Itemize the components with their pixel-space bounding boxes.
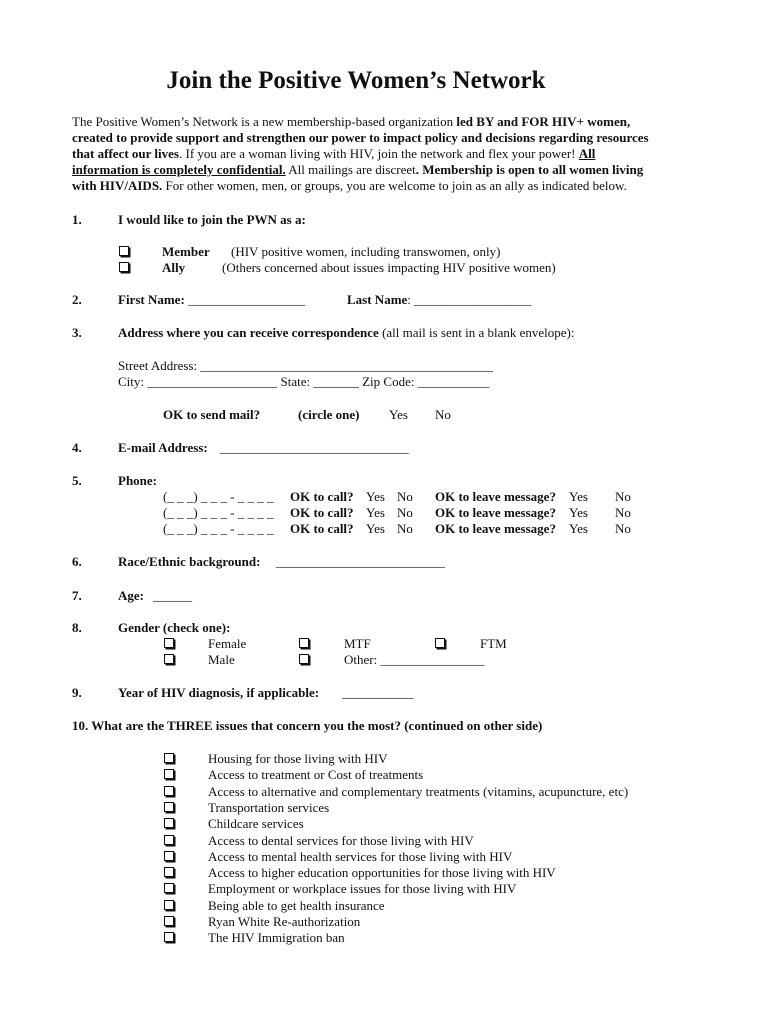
intro-text: For other women, men, or groups, you are welcome to join as an ally as indicated below. <box>162 178 627 193</box>
q8-number: 8. <box>72 620 82 635</box>
message-no-option[interactable]: No <box>615 521 631 536</box>
ok-mail-label: OK to send mail? <box>163 407 261 422</box>
q5-number: 5. <box>72 473 82 488</box>
issue-label: Access to dental services for those living with HIV <box>208 832 474 848</box>
mail-yes-option[interactable]: Yes <box>389 407 408 422</box>
message-yes-option[interactable]: Yes <box>569 521 588 536</box>
female-checkbox[interactable] <box>164 636 178 652</box>
ok-message-label: OK to leave message? <box>435 505 556 520</box>
ally-label: Ally <box>162 260 186 275</box>
address-label: Address where you can receive correspondence <box>118 325 379 340</box>
male-label: Male <box>208 652 235 667</box>
issue-checkbox[interactable] <box>164 800 178 816</box>
q7-number: 7. <box>72 588 82 603</box>
q10-label: 10. What are the THREE issues that concern you the most? (continued on other side) <box>72 718 543 733</box>
issue-label: Transportation services <box>208 799 330 815</box>
phone-field-1[interactable]: (_ _ _) _ _ _ - _ _ _ _ <box>163 489 274 504</box>
issue-checkbox[interactable] <box>164 898 178 914</box>
city-state-zip-field[interactable]: City: ____________________ State: _______ Zip Code: ___________ <box>118 374 490 389</box>
last-name-label: Last Name <box>347 292 408 307</box>
message-no-option[interactable]: No <box>615 489 631 504</box>
q4-number: 4. <box>72 440 82 455</box>
ally-desc: (Others concerned about issues impacting HIV positive women) <box>222 260 556 275</box>
age-field[interactable]: ______ <box>153 588 192 603</box>
q9-number: 9. <box>72 685 82 700</box>
intro-emphasis: All <box>578 146 596 161</box>
message-no-option[interactable]: No <box>615 505 631 520</box>
ok-call-label: OK to call? <box>290 521 354 536</box>
first-name-field[interactable] <box>118 292 305 308</box>
q2-number: 2. <box>72 292 82 307</box>
member-label: Member <box>162 244 210 259</box>
mtf-label: MTF <box>344 636 371 651</box>
page-title: Join the Positive Women’s Network <box>166 67 546 94</box>
issue-label: Ryan White Re-authorization <box>208 914 361 929</box>
first-name-label: First Name: <box>118 292 185 307</box>
street-address-field[interactable]: Street Address: _____________________________________________ <box>118 358 493 373</box>
issue-checkbox[interactable] <box>164 751 178 767</box>
call-no-option[interactable]: No <box>397 521 413 536</box>
issue-checkbox[interactable] <box>164 849 178 865</box>
intro-emphasis: led BY and FOR HIV+ women, <box>456 114 631 129</box>
issue-label: Access to mental health services for those living with HIV <box>208 848 513 864</box>
address-heading <box>118 325 574 341</box>
intro-line-4 <box>72 162 643 178</box>
race-field[interactable]: __________________________ <box>276 554 445 569</box>
intro-line-2: created to provide support and strengthen our power to impact policy and decisions regarding resources <box>72 130 649 145</box>
member-checkbox[interactable] <box>119 244 133 260</box>
intro-emphasis: information is completely confidential. <box>72 162 286 177</box>
mtf-checkbox[interactable] <box>299 636 313 652</box>
email-label: E-mail Address: <box>118 440 208 455</box>
intro-emphasis: with HIV/AIDS. <box>72 178 163 193</box>
race-label: Race/Ethnic background: <box>118 554 261 569</box>
last-name-field[interactable] <box>347 292 531 308</box>
message-yes-option[interactable]: Yes <box>569 489 588 504</box>
address-note: (all mail is sent in a blank envelope): <box>378 325 575 340</box>
circle-one-label: (circle one) <box>298 407 360 422</box>
q3-number: 3. <box>72 325 82 340</box>
issue-label: Access to higher education opportunities for those living with HIV <box>208 865 556 881</box>
intro-line-1 <box>72 114 630 130</box>
phone-field-2[interactable]: (_ _ _) _ _ _ - _ _ _ _ <box>163 505 274 520</box>
other-field[interactable]: Other: ________________ <box>344 652 485 667</box>
ok-call-label: OK to call? <box>290 489 354 504</box>
mail-no-option[interactable]: No <box>435 407 451 422</box>
issue-checkbox[interactable] <box>164 881 178 897</box>
intro-emphasis: . Membership is open to all women living <box>415 162 644 177</box>
issue-checkbox[interactable] <box>164 833 178 849</box>
call-yes-option[interactable]: Yes <box>366 489 385 504</box>
diagnosis-year-field[interactable]: ___________ <box>342 685 414 700</box>
issue-label: The HIV Immigration ban <box>208 930 345 946</box>
ftm-checkbox[interactable] <box>435 636 449 652</box>
message-yes-option[interactable]: Yes <box>569 505 588 520</box>
intro-text: All mailings are discreet <box>285 162 416 177</box>
ok-call-label: OK to call? <box>290 505 354 520</box>
issue-checkbox[interactable] <box>164 816 178 832</box>
gender-label: Gender (check one): <box>118 620 231 635</box>
issue-checkbox[interactable] <box>164 914 178 930</box>
issue-label: Childcare services <box>208 816 304 832</box>
phone-label: Phone: <box>118 473 157 488</box>
male-checkbox[interactable] <box>164 652 178 668</box>
ok-message-label: OK to leave message? <box>435 521 556 536</box>
q1-number: 1. <box>72 212 82 227</box>
ally-checkbox[interactable] <box>119 260 133 276</box>
issue-label: Housing for those living with HIV <box>208 751 388 766</box>
ftm-label: FTM <box>480 636 507 651</box>
call-no-option[interactable]: No <box>397 489 413 504</box>
diagnosis-year-label: Year of HIV diagnosis, if applicable: <box>118 685 320 700</box>
call-yes-option[interactable]: Yes <box>366 505 385 520</box>
issue-label: Employment or workplace issues for those living with HIV <box>208 881 517 897</box>
intro-line-5 <box>72 178 627 194</box>
issue-checkbox[interactable] <box>164 930 178 946</box>
other-checkbox[interactable] <box>299 652 313 668</box>
issue-checkbox[interactable] <box>164 784 178 800</box>
issue-checkbox[interactable] <box>164 865 178 881</box>
last-name-line[interactable]: : __________________ <box>407 292 532 307</box>
q1-label: I would like to join the PWN as a: <box>118 212 306 227</box>
ok-message-label: OK to leave message? <box>435 489 556 504</box>
issue-label: Access to treatment or Cost of treatments <box>208 767 424 783</box>
intro-text: . If you are a woman living with HIV, join the network and flex your power! <box>178 146 579 161</box>
call-no-option[interactable]: No <box>397 505 413 520</box>
phone-field-3[interactable]: (_ _ _) _ _ _ - _ _ _ _ <box>163 521 274 536</box>
q6-number: 6. <box>72 554 82 569</box>
call-yes-option[interactable]: Yes <box>366 521 385 536</box>
issue-checkbox[interactable] <box>164 767 178 783</box>
member-desc: (HIV positive women, including transwomen, only) <box>231 244 501 259</box>
issue-label: Being able to get health insurance <box>208 897 385 913</box>
email-field[interactable]: _____________________________ <box>220 440 409 455</box>
female-label: Female <box>208 636 247 651</box>
age-label: Age: <box>118 588 144 603</box>
first-name-line[interactable]: __________________ <box>184 292 306 307</box>
intro-emphasis: that affect our lives <box>72 146 179 161</box>
issue-label: Access to alternative and complementary treatments (vitamins, acupuncture, etc) <box>208 783 629 799</box>
intro-line-3 <box>72 146 595 162</box>
intro-text: The Positive Women’s Network is a new membership-based organization <box>72 114 457 129</box>
